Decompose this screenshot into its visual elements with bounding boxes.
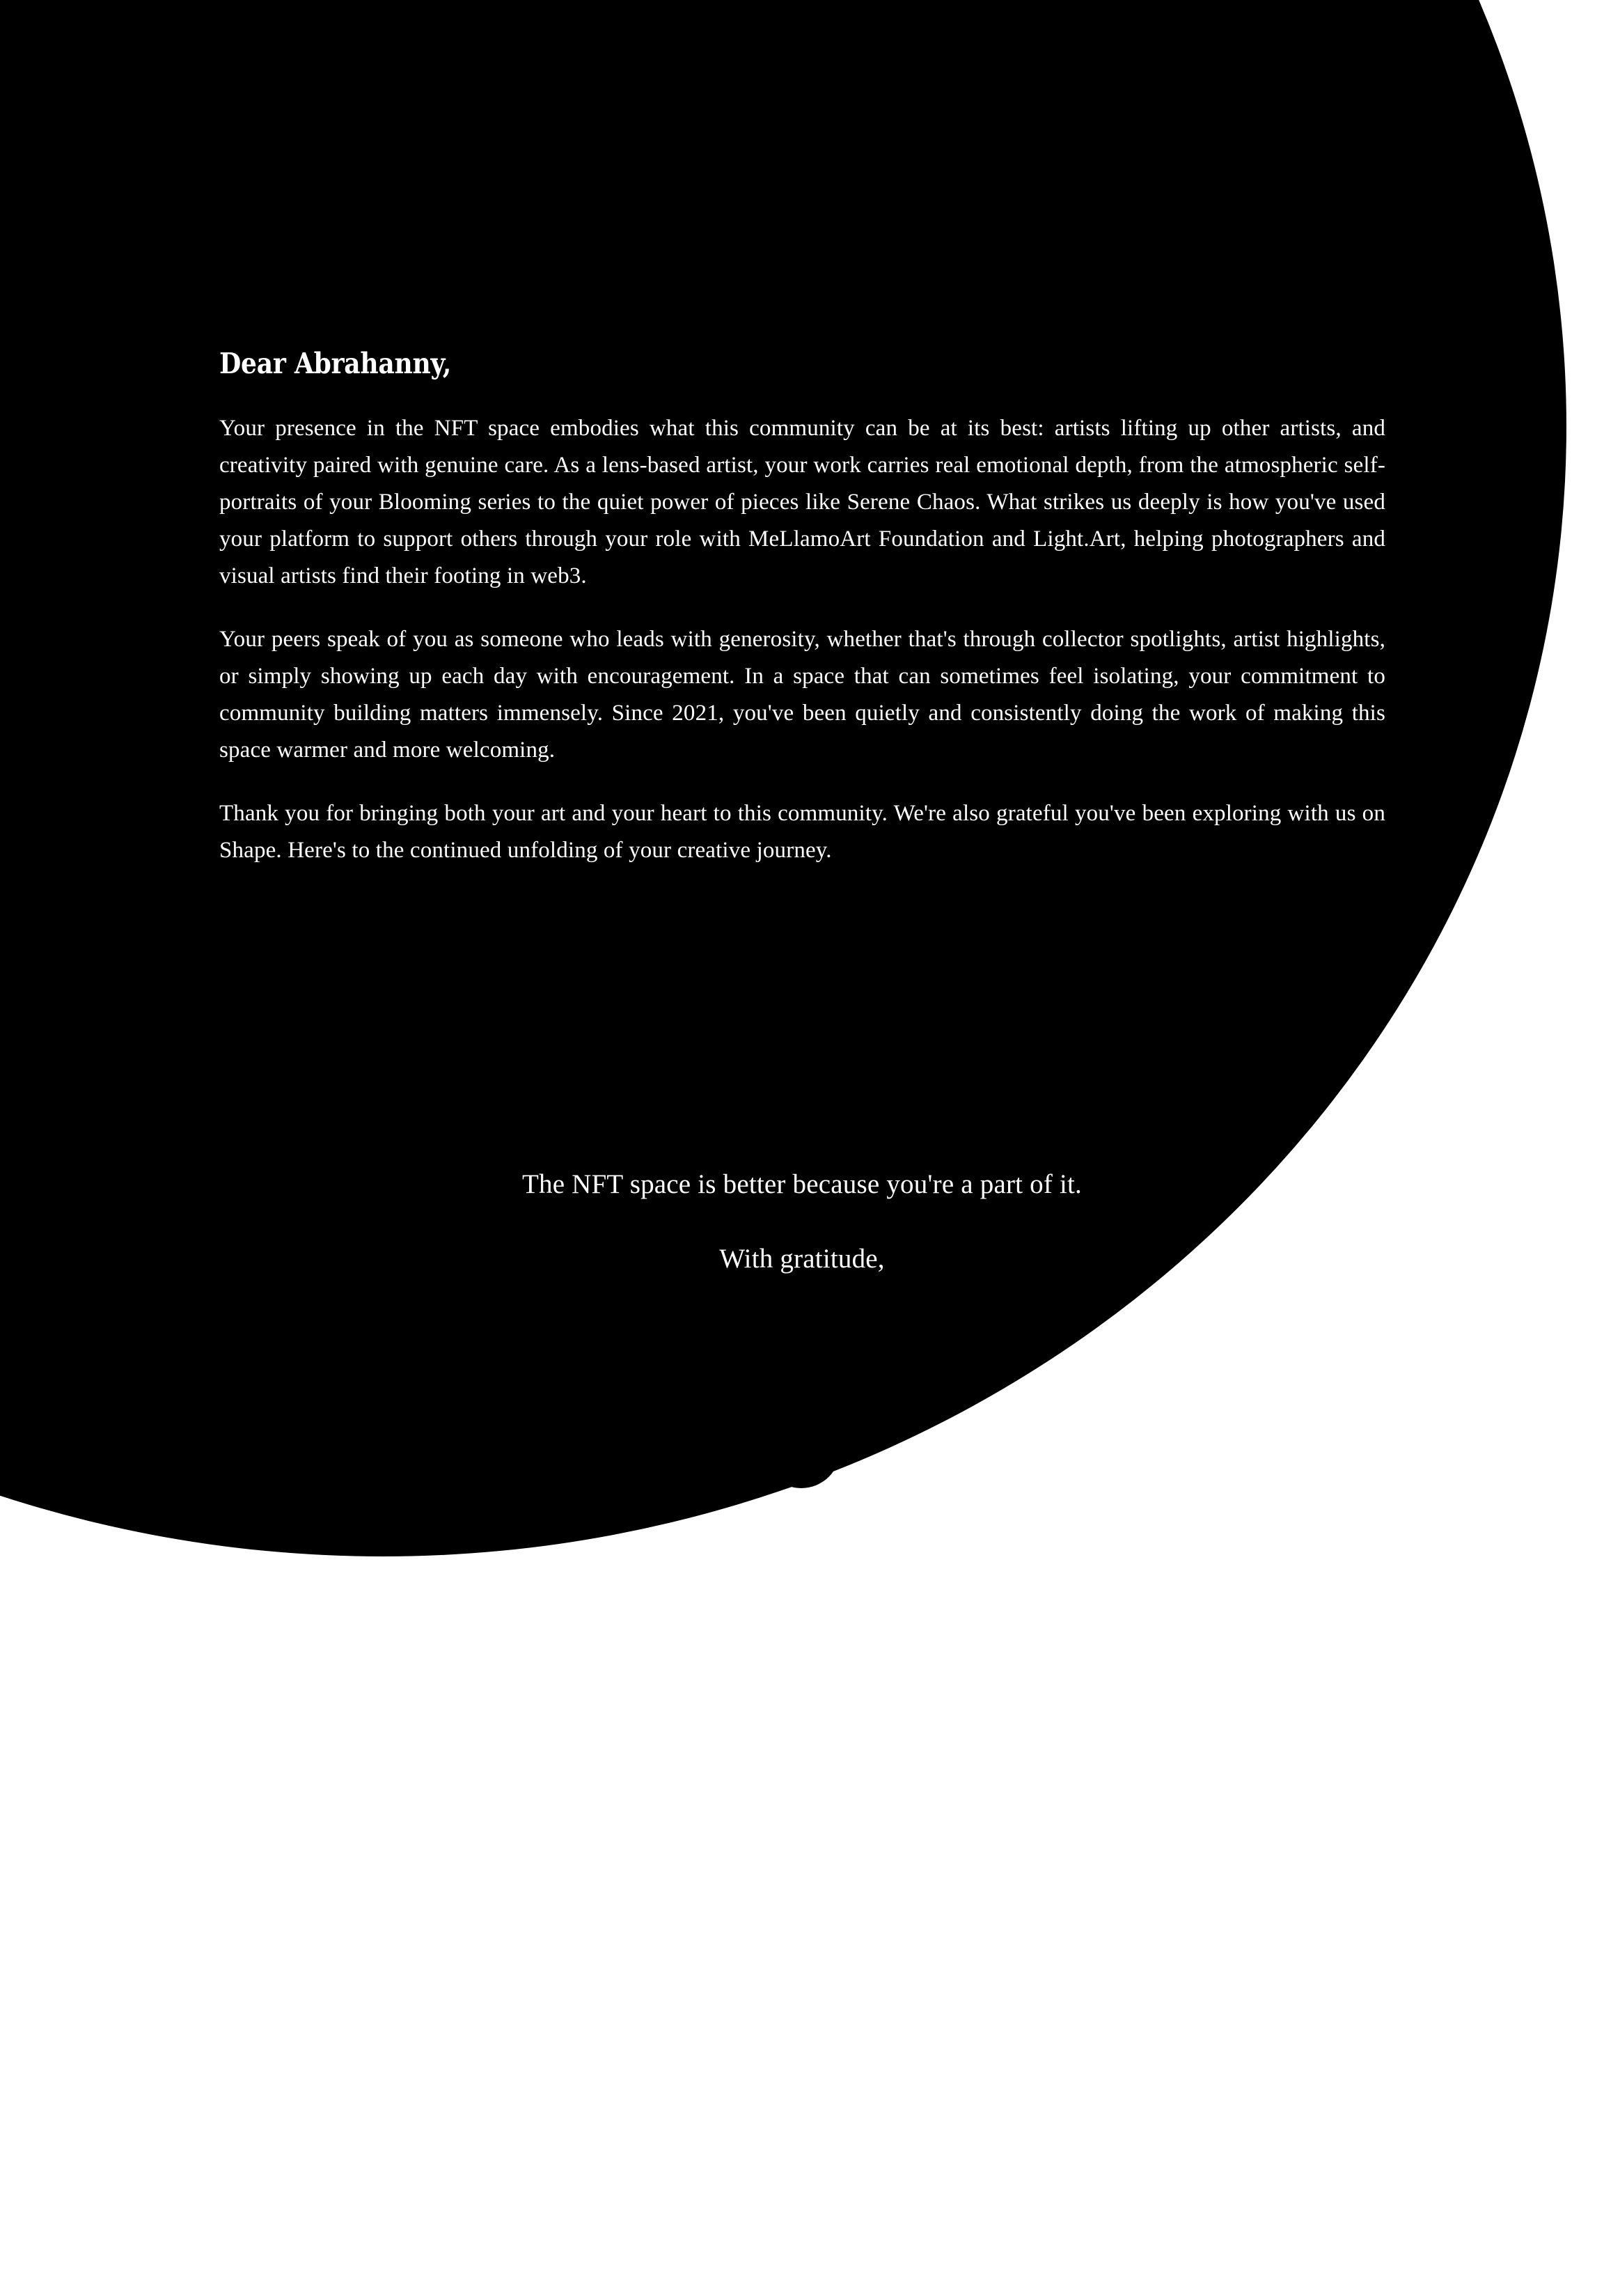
letter-paragraph-2: Your peers speak of you as someone who leads with generosity, whether that's through collector spotlights, artist highlights, or simply showing up each day with encouragement. In a space that can sometimes feel isolating, your commitment to community building matters immensely. Since 2021, you've been quietly and consistently doing the work of making this space warmer and more welcoming.: [219, 626, 1385, 763]
letter-body: [219, 348, 1385, 869]
letter-paragraph-1: Your presence in the NFT space embodies what this community can be at its best: artists lifting up other artists, and creativity paired with genuine care. As a lens-based artist, your work carries real emotional depth, from the atmospheric self-portraits of your Blooming series to the quiet power of pieces like Serene Chaos. What strikes us deeply is how you've used your platform to support others through your role with MeLlamoArt Foundation and Light.Art, helping photographers and visual artists find their footing in web3.: [219, 415, 1385, 588]
letter-paragraph-3: Thank you for bringing both your art and your heart to this community. We're also grateful you've been exploring with us on Shape. Here's to the continued unfolding of your creative journey.: [219, 800, 1385, 863]
letter-sign-off: With gratitude,: [719, 1243, 885, 1274]
letter-closing-statement: The NFT space is better because you're a part of it.: [522, 1169, 1082, 1199]
letter-greeting: Dear Abrahanny,: [219, 347, 451, 380]
signature-dot-decoration: [762, 1410, 840, 1488]
letter-closing: [0, 1167, 1604, 1276]
